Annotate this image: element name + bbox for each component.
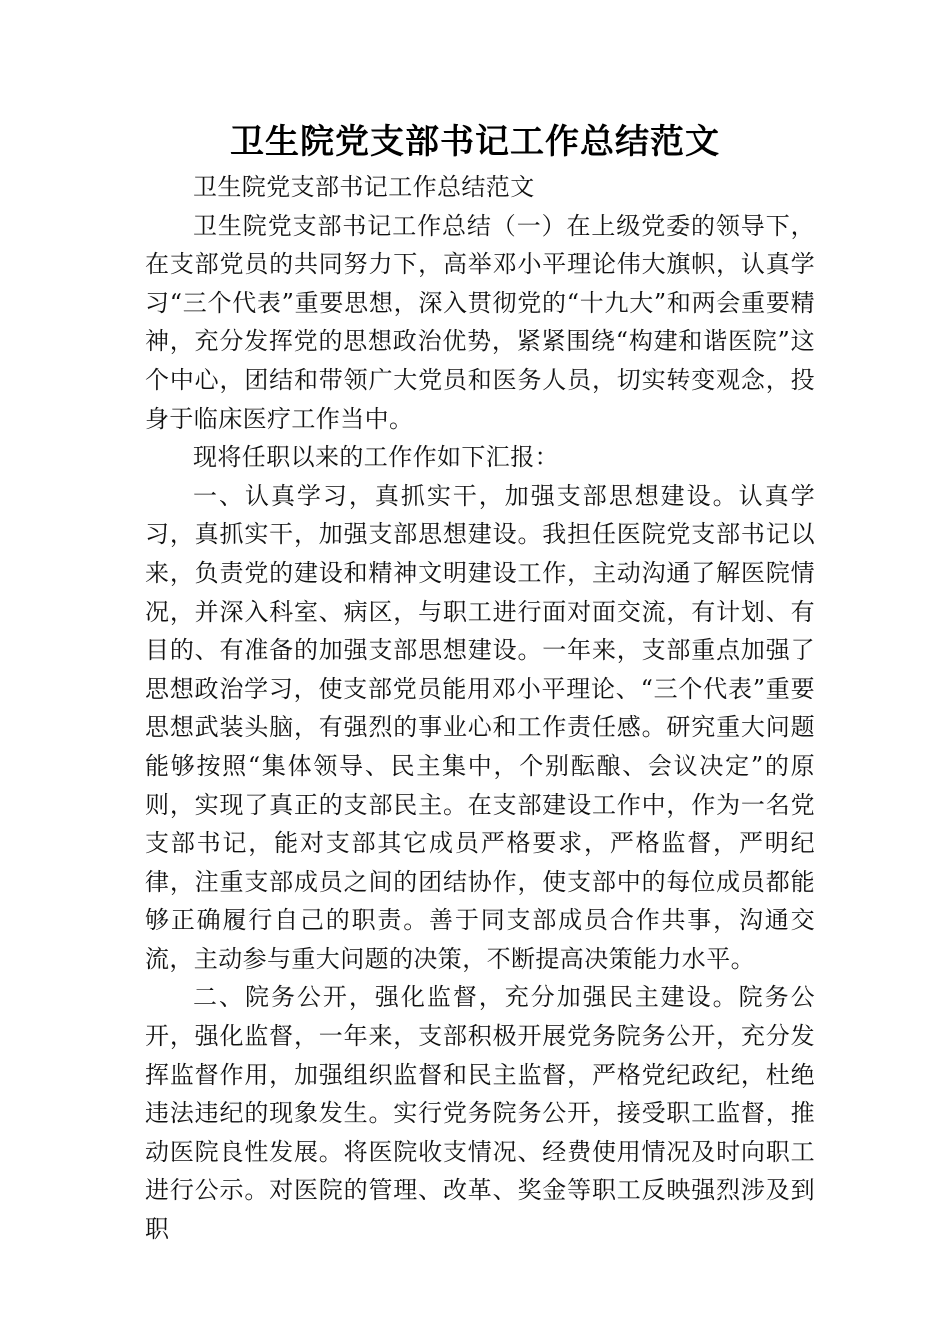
paragraph-intro: 卫生院党支部书记工作总结（一）在上级党委的领导下，在支部党员的共同努力下，高举邓小平理论伟大旗帜，认真学习“三个代表”重要思想，深入贯彻党的“十九大”和两会重要精神，充分发挥党的思想政治优势，紧紧围绕“构建和谐医院”这个中心，团结和带领广大党员和医务人员，切实转变观念，投身于临床医疗工作当中。 [145, 211, 815, 433]
paragraph-section-two: 二、院务公开，强化监督，充分加强民主建设。院务公开，强化监督，一年来，支部积极开展党务院务公开，充分发挥监督作用，加强组织监督和民主监督，严格党纪政纪，杜绝违法违纪的现象发生。实行党务院务公开，接受职工监督，推动医院良性发展。将医院收支情况、经费使用情况及时向职工进行公示。对医院的管理、改革、奖金等职工反映强烈涉及到职 [145, 983, 815, 1244]
paragraph-report-lead: 现将任职以来的工作作如下汇报： [193, 443, 559, 472]
document-body [145, 168, 815, 1249]
paragraph-subtitle: 卫生院党支部书记工作总结范文 [193, 173, 535, 201]
document-title: 卫生院党支部书记工作总结范文 [230, 122, 720, 162]
paragraph-section-one: 一、认真学习，真抓实干，加强支部思想建设。认真学习，真抓实干，加强支部思想建设。我担任医院党支部书记以来，负责党的建设和精神文明建设工作，主动沟通了解医院情况，并深入科室、病区，与职工进行面对面交流，有计划、有目的、有准备的加强支部思想建设。一年来，支部重点加强了思想政治学习，使支部党员能用邓小平理论、“三个代表”重要思想武装头脑，有强烈的事业心和工作责任感。研究重大问题能够按照“集体领导、民主集中，个别酝酿、会议决定”的原则，实现了真正的支部民主。在支部建设工作中，作为一名党支部书记，能对支部其它成员严格要求，严格监督，严明纪律，注重支部成员之间的团结协作，使支部中的每位成员都能够正确履行自己的职责。善于同支部成员合作共事，沟通交流，主动参与重大问题的决策，不断提高决策能力水平。 [145, 481, 815, 973]
